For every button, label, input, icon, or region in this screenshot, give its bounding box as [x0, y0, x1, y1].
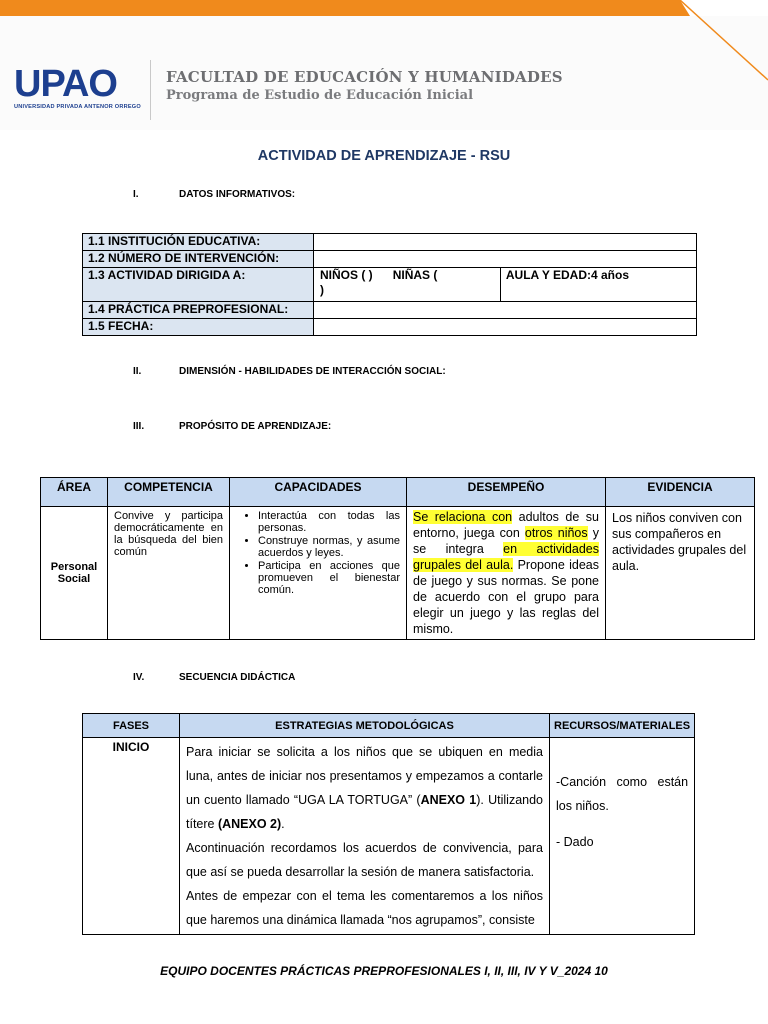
strategy-text: . [281, 817, 285, 831]
label-fecha: 1.5 FECHA: [83, 319, 314, 336]
page-footer: EQUIPO DOCENTES PRÁCTICAS PREPROFESIONALES I, II, III, IV Y V_2024 10 [160, 964, 608, 978]
desempeno-text: adultos de su entorno, juega con [413, 510, 599, 540]
logo-subtitle: UNIVERSIDAD PRIVADA ANTENOR ORREGO [14, 104, 141, 110]
strategy-paragraph [186, 740, 543, 836]
header-recursos: RECURSOS/MATERIALES [550, 714, 695, 738]
value-practica [314, 302, 697, 319]
highlight-text: otros niños [524, 526, 588, 540]
secuencia-table [82, 713, 695, 935]
corner-decoration [560, 0, 768, 110]
proposito-table [40, 477, 755, 640]
faculty-name: FACULTAD DE EDUCACIÓN Y HUMANIDADES [166, 68, 563, 86]
strategy-paragraph: Acontinuación recordamos los acuerdos de convivencia, para que así se pueda desarrollar la sesión de manera satisfactoria. [186, 841, 543, 879]
program-name: Programa de Estudio de Educación Inicial [166, 88, 474, 103]
section-title-secuencia: SECUENCIA DIDÁCTICA [179, 672, 296, 683]
desempeno-text: y se integra [413, 526, 599, 556]
section-title-proposito: PROPÓSITO DE APRENDIZAJE: [179, 421, 332, 432]
highlight-text: Se relaciona con [413, 510, 513, 524]
strategy-text: ). Utilizando títere [186, 793, 543, 831]
label-practica: 1.4 PRÁCTICA PREPROFESIONAL: [83, 302, 314, 319]
value-intervencion [314, 251, 697, 268]
value-ninos-ninas [314, 268, 500, 302]
section-number: III. [133, 421, 145, 432]
value-aula-edad: AULA Y EDAD:4 años [500, 268, 696, 302]
ninas-close: ) [320, 283, 324, 297]
cell-desempeno [407, 507, 606, 640]
resource-item: - Dado [556, 835, 594, 849]
header-capacidades: CAPACIDADES [230, 478, 407, 507]
highlight-text: en actividades grupales del aula. [413, 542, 599, 572]
header-area: ÁREA [41, 478, 108, 507]
header-competencia: COMPETENCIA [108, 478, 230, 507]
cell-recursos [550, 738, 695, 935]
logo-wordmark: UPAO [14, 63, 117, 105]
cell-estrategias [180, 738, 550, 935]
value-institucion [314, 234, 697, 251]
list-item: • Construye normas, y asume acuerdos y leyes. [258, 535, 400, 559]
header-evidencia: EVIDENCIA [606, 478, 755, 507]
desempeno-text: Propone ideas de juego y sus normas. Se pone de acuerdo con el grupo para elegir un juego y las reglas del mismo. [413, 558, 599, 636]
header-fases: FASES [83, 714, 180, 738]
capacidades-list [236, 510, 400, 596]
list-item: • Interactúa con todas las personas. [258, 510, 400, 534]
annex-ref: ANEXO 1 [420, 793, 477, 807]
label-institucion: 1.1 INSTITUCIÓN EDUCATIVA: [83, 234, 314, 251]
section-title-dimension: DIMENSIÓN - HABILIDADES DE INTERACCIÓN SOCIAL: [179, 366, 446, 377]
upao-logo [14, 63, 141, 110]
datos-informativos-table [82, 233, 697, 336]
cell-fase-inicio: INICIO [83, 738, 180, 935]
header-divider [150, 60, 151, 120]
section-number: I. [133, 189, 139, 200]
strategy-paragraph: Antes de empezar con el tema les comentaremos a los niños que haremos una dinámica llamada “nos agrupamos”, consiste [186, 889, 543, 927]
label-actividad: 1.3 ACTIVIDAD DIRIGIDA A: [83, 268, 314, 302]
cell-competencia: Convive y participa democráticamente en la búsqueda del bien común [108, 507, 230, 640]
cell-evidencia: Los niños conviven con sus compañeros en actividades grupales del aula. [606, 507, 755, 640]
ninas-field: NIÑAS ( [392, 268, 438, 282]
section-number: II. [133, 366, 142, 377]
section-title-datos: DATOS INFORMATIVOS: [179, 189, 296, 200]
ninos-field: NIÑOS ( ) [320, 268, 373, 282]
label-intervencion: 1.2 NÚMERO DE INTERVENCIÓN: [83, 251, 314, 268]
strategy-text: Para iniciar se solicita a los niños que se ubiquen en media luna, antes de iniciar nos presentamos y empezamos a contarle un cuento llamado “UGA LA TORTUGA” ( [186, 745, 543, 807]
header-estrategias: ESTRATEGIAS METODOLÓGICAS [180, 714, 550, 738]
resource-item: -Canción como están los niños. [556, 775, 689, 813]
header-desempeno: DESEMPEÑO [407, 478, 606, 507]
list-item: • Participa en acciones que promueven el bienestar común. [258, 560, 400, 596]
annex-ref: (ANEXO 2) [217, 817, 282, 831]
cell-capacidades [230, 507, 407, 640]
value-fecha [314, 319, 697, 336]
cell-area: Personal Social [41, 507, 108, 640]
section-number: IV. [133, 672, 145, 683]
document-title: ACTIVIDAD DE APRENDIZAJE - RSU [257, 148, 511, 164]
